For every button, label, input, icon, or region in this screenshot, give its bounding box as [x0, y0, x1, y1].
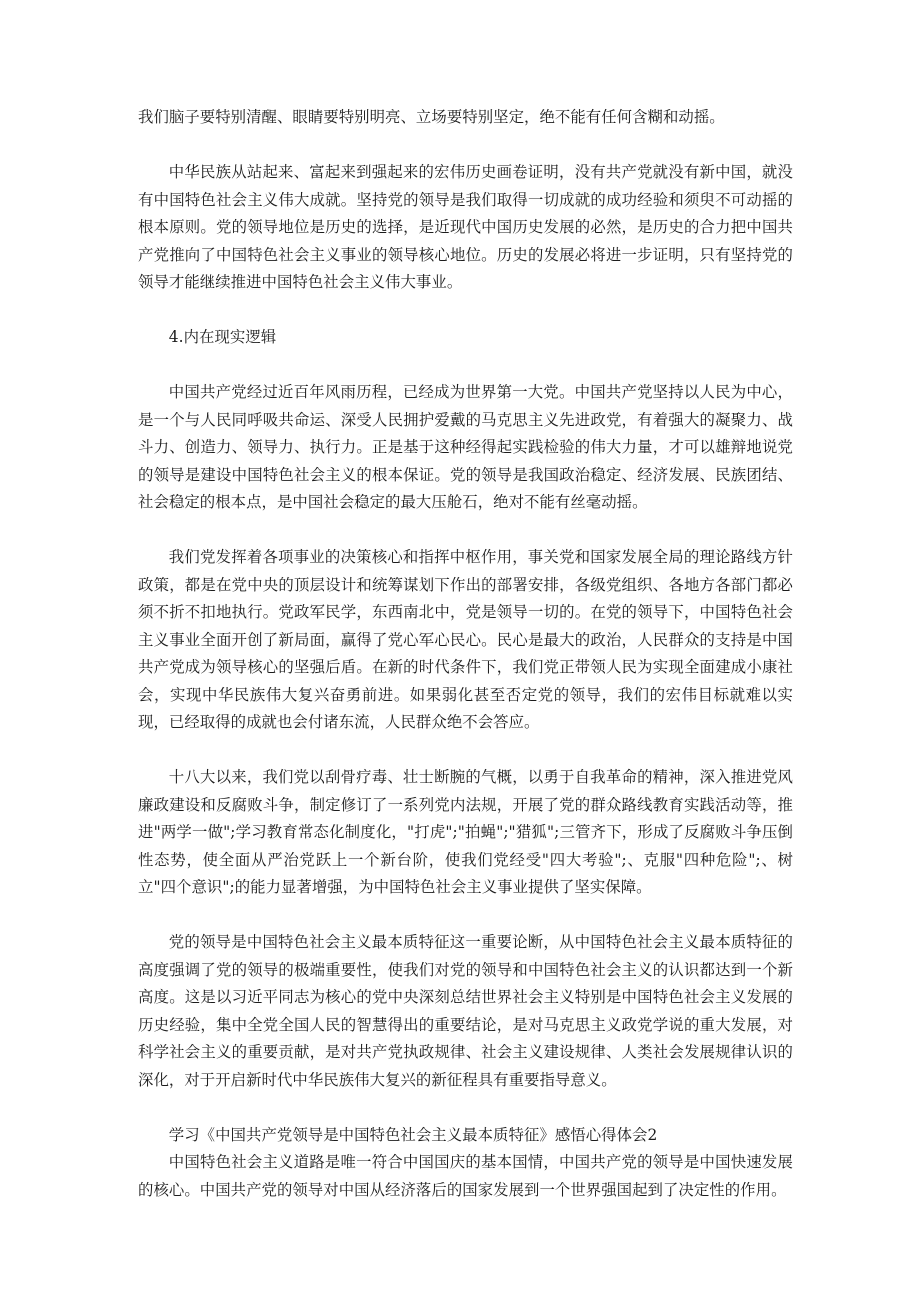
paragraph-party-strength: 中国共产党经过近百年风雨历程，已经成为世界第一大党。中国共产党坚持以人民为中心，是一个与人民同呼吸共命运、深受人民拥护爱戴的马克思主义先进政党，有着强大的凝聚力、战斗力、创造力、领导力、执行力。正是基于这种经得起实践检验的伟大力量，才可以雄辩地说党的领导是建设中国特色社会主义的根本保证。党的领导是我国政治稳定、经济发展、民族团结、社会稳定的根本点，是中国社会稳定的最大压舱石，绝对不能有丝毫动摇。 — [138, 383, 793, 511]
paragraph-anti-corruption: 十八大以来，我们党以刮骨疗毒、壮士断腕的气概，以勇于自我革命的精神，深入推进党风廉政建设和反腐败斗争，制定修订了一系列党内法规，开展了党的群众路线教育实践活动等，推进"两学一做";学习教育常态化制度化，"打虎";"拍蝇";"猎狐";三管齐下，形成了反腐败斗争压倒性态势，使全面从严治党跃上一个新台阶，使我们党经受"四大考验";、克服"四种危险";、树立"四个意识";的能力显著增强，为中国特色社会主义事业提供了坚实保障。 — [138, 768, 793, 896]
document-page — [138, 104, 793, 1204]
paragraph-history: 中华民族从站起来、富起来到强起来的宏伟历史画卷证明，没有共产党就没有新中国，就没有中国特色社会主义伟大成就。坚持党的领导是我们取得一切成就的成功经验和须臾不可动摇的根本原则。党的领导地位是历史的选择，是近现代中国历史发展的必然，是历史的合力把中国共产党推向了中国特色社会主义事业的领导核心地位。历史的发展必将进一步证明，只有坚持党的领导才能继续推进中国特色社会主义伟大事业。 — [138, 163, 793, 291]
paragraph-socialist-road: 中国特色社会主义道路是唯一符合中国国庆的基本国情，中国共产党的领导是中国快速发展的核心。中国共产党的领导对中国从经济落后的国家发展到一个世界强国起到了决定性的作用。 — [138, 1153, 793, 1199]
article-subtitle: 学习《中国共产党领导是中国特色社会主义最本质特征》感悟心得体会2 — [168, 1125, 658, 1144]
paragraph-leadership-core: 我们党发挥着各项事业的决策核心和指挥中枢作用，事关党和国家发展全局的理论路线方针政策，都是在党中央的顶层设计和统筹谋划下作出的部署安排，各级党组织、各地方各部门都必须不折不扣地执行。党政军民学，东西南北中，党是领导一切的。在党的领导下，中国特色社会主义事业全面开创了新局面，赢得了党心军心民心。民心是最大的政治，人民群众的支持是中国共产党成为领导核心的坚强后盾。在新的时代条件下，我们党正带领人民为实现全面建成小康社会，实现中华民族伟大复兴奋勇前进。如果弱化甚至否定党的领导，我们的宏伟目标就难以实现，已经取得的成就也会付诸东流，人民群众绝不会答应。 — [138, 548, 793, 731]
paragraph-continuation: 我们脑子要特别清醒、眼睛要特别明亮、立场要特别坚定，绝不能有任何含糊和动摇。 — [138, 108, 725, 126]
section-heading: 4.内在现实逻辑 — [168, 328, 277, 346]
paragraph-essential-feature: 党的领导是中国特色社会主义最本质特征这一重要论断，从中国特色社会主义最本质特征的高度强调了党的领导的极端重要性，使我们对党的领导和中国特色社会主义的认识都达到一个新高度。这是以习近平同志为核心的党中央深刻总结世界社会主义特别是中国特色社会主义发展的历史经验，集中全党全国人民的智慧得出的重要结论，是对马克思主义政党学说的重大发展，对科学社会主义的重要贡献，是对共产党执政规律、社会主义建设规律、人类社会发展规律认识的深化，对于开启新时代中华民族伟大复兴的新征程具有重要指导意义。 — [138, 933, 793, 1089]
